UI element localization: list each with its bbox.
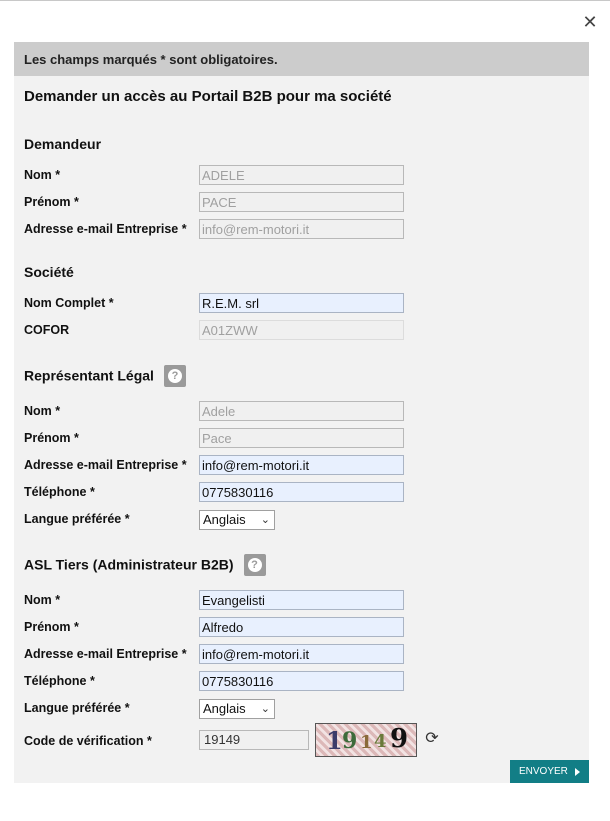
refresh-icon[interactable]: ⟳ [425, 730, 439, 747]
section-company: Société [24, 264, 74, 280]
legal-rep-email-field[interactable] [199, 455, 404, 475]
legal-rep-last-name-field [199, 401, 404, 421]
asl-email-field[interactable] [199, 644, 404, 664]
legal-rep-email-label: Adresse e-mail Entreprise * [24, 458, 187, 472]
chevron-down-icon: ⌄ [260, 514, 270, 526]
section-legal-rep [24, 366, 186, 388]
form-title: Demander un accès au Portail B2B pour ma société [24, 88, 392, 105]
asl-last-name-label: Nom * [24, 593, 61, 607]
captcha-char: 4 [374, 731, 387, 752]
legal-rep-first-name-field [199, 428, 404, 448]
required-fields-notice: Les champs marqués * sont obligatoires. [14, 42, 589, 76]
question-mark-icon: ? [168, 369, 182, 383]
submit-button-label: ENVOYER [519, 766, 568, 777]
captcha-label: Code de vérification * [24, 734, 152, 748]
legal-rep-phone-field[interactable] [199, 482, 404, 502]
top-border [0, 0, 610, 1]
requester-first-name-field [199, 192, 404, 212]
requester-email-label: Adresse e-mail Entreprise * [24, 222, 187, 236]
company-full-name-field[interactable] [199, 293, 404, 313]
legal-rep-first-name-label: Prénom * [24, 431, 79, 445]
submit-button[interactable] [510, 760, 589, 783]
asl-phone-field[interactable] [199, 671, 404, 691]
asl-language-select[interactable] [199, 699, 275, 719]
asl-email-label: Adresse e-mail Entreprise * [24, 647, 187, 661]
asl-language-value: Anglais [203, 701, 246, 716]
legal-rep-language-label: Langue préférée * [24, 512, 130, 526]
requester-last-name-field [199, 165, 404, 185]
requester-first-name-label: Prénom * [24, 195, 79, 209]
asl-language-label: Langue préférée * [24, 701, 130, 715]
legal-rep-phone-label: Téléphone * [24, 485, 95, 499]
section-asl [24, 555, 266, 577]
section-legal-rep-title: Représentant Légal [24, 367, 154, 384]
captcha-char: 1 [360, 732, 373, 753]
captcha-char: 9 [342, 728, 358, 754]
company-cofor-label: COFOR [24, 323, 70, 337]
help-icon[interactable] [244, 554, 266, 576]
question-mark-icon: ? [248, 558, 262, 572]
legal-rep-language-value: Anglais [203, 512, 246, 527]
requester-email-field [199, 219, 404, 239]
asl-last-name-field[interactable] [199, 590, 404, 610]
access-request-form [14, 42, 589, 783]
help-icon[interactable] [164, 365, 186, 387]
captcha-char: 1 [326, 726, 343, 755]
section-requester: Demandeur [24, 136, 102, 152]
legal-rep-language-select[interactable] [199, 510, 275, 530]
captcha-char: 9 [390, 724, 409, 754]
company-full-name-label: Nom Complet * [24, 296, 114, 310]
asl-first-name-field[interactable] [199, 617, 404, 637]
legal-rep-last-name-label: Nom * [24, 404, 61, 418]
asl-phone-label: Téléphone * [24, 674, 95, 688]
arrow-right-icon [575, 768, 580, 776]
chevron-down-icon: ⌄ [260, 703, 270, 715]
captcha-input[interactable]: 19149 [199, 730, 309, 750]
asl-first-name-label: Prénom * [24, 620, 79, 634]
captcha-image [315, 723, 417, 757]
requester-last-name-label: Nom * [24, 168, 61, 182]
company-cofor-field [199, 320, 404, 340]
close-icon[interactable]: ✕ [582, 12, 598, 32]
section-asl-title: ASL Tiers (Administrateur B2B) [24, 556, 234, 573]
